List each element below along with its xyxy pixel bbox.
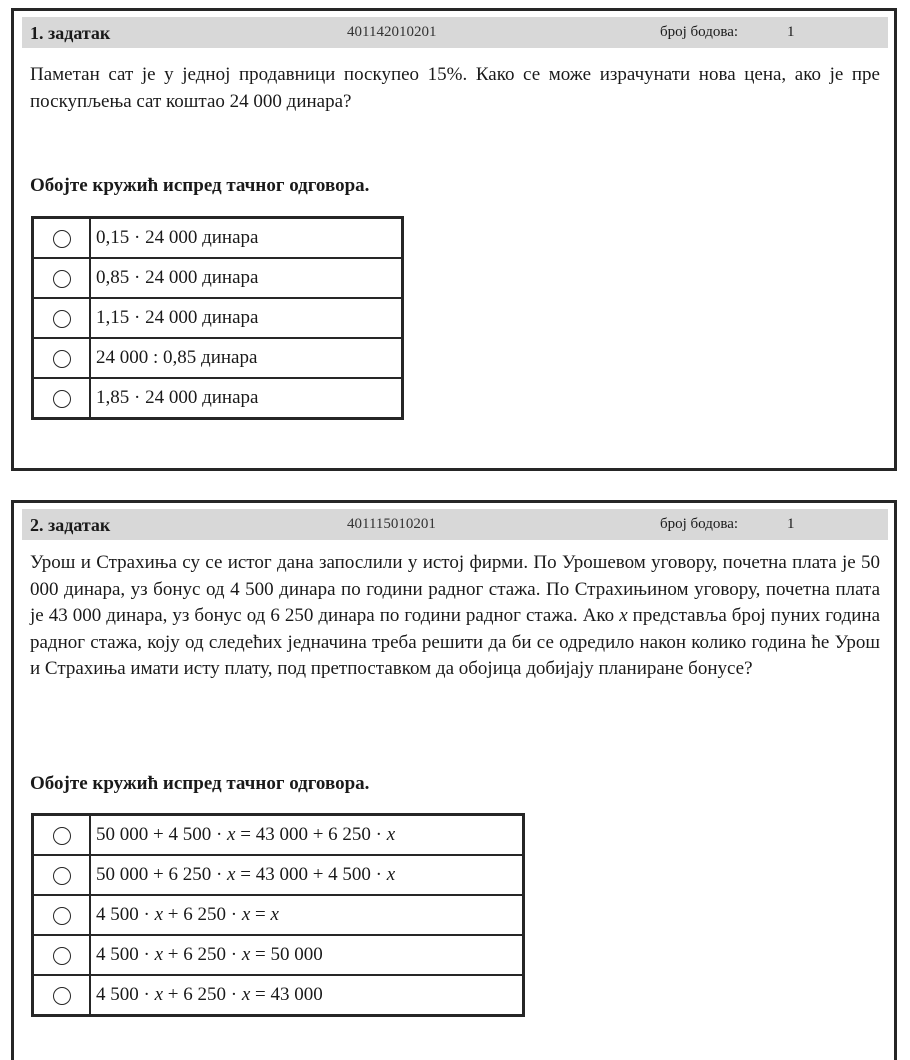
- task-code: 401142010201: [347, 24, 437, 40]
- radio-button[interactable]: [53, 987, 71, 1005]
- radio-button[interactable]: [53, 867, 71, 885]
- radio-button[interactable]: [53, 230, 71, 248]
- answer-option[interactable]: [33, 975, 524, 1016]
- task-code: 401115010201: [347, 516, 436, 532]
- answer-option[interactable]: [33, 258, 403, 298]
- points-value: 1: [787, 516, 795, 532]
- answer-options-table: [31, 813, 525, 1017]
- answer-option[interactable]: [33, 298, 403, 338]
- question-text: Урош и Страхиња су се истог дана запослили у истој фирми. По Урошевом уговору, почетна плата је 50 000 динара, уз бонус од 4 500 динара по години радног стажа. По Страхињином уговору, почетна плата је 43 000 динара, уз бонус од 6 250 динара по години радног стажа. Ако x представља број пуних година радног стажа, коју од следећих једначина треба решити да би се одредило након колико година ће Урош и Страхиња имати исту плату, под претпоставком да обојица добијају планиране бонусе?: [30, 552, 880, 679]
- answer-option[interactable]: [33, 218, 403, 259]
- option-label: 4 500 · x + 6 250 · x = x: [90, 895, 524, 935]
- task-header: [22, 17, 888, 48]
- task-number: 1. задатак: [30, 23, 111, 43]
- option-label: 1,85 · 24 000 динара: [90, 378, 403, 419]
- radio-button[interactable]: [53, 390, 71, 408]
- option-label: 50 000 + 4 500 · x = 43 000 + 6 250 · x: [90, 815, 524, 856]
- answer-option[interactable]: [33, 895, 524, 935]
- option-label: 0,85 · 24 000 динара: [90, 258, 403, 298]
- answer-option[interactable]: [33, 815, 524, 856]
- radio-button[interactable]: [53, 907, 71, 925]
- points-label: број бодова:: [660, 24, 739, 40]
- radio-button[interactable]: [53, 947, 71, 965]
- task-header: [22, 509, 888, 540]
- points-label: број бодова:: [660, 516, 739, 532]
- radio-button[interactable]: [53, 270, 71, 288]
- task-2-card: [11, 500, 897, 1060]
- instruction-text: Обојте кружић испред тачног одговора.: [30, 175, 370, 196]
- option-label: 0,15 · 24 000 динара: [90, 218, 403, 259]
- answer-option[interactable]: [33, 378, 403, 419]
- answer-option[interactable]: [33, 855, 524, 895]
- points-value: 1: [787, 24, 795, 40]
- answer-option[interactable]: [33, 338, 403, 378]
- radio-button[interactable]: [53, 310, 71, 328]
- answer-option[interactable]: [33, 935, 524, 975]
- option-label: 4 500 · x + 6 250 · x = 50 000: [90, 935, 524, 975]
- task-number: 2. задатак: [30, 515, 111, 535]
- radio-button[interactable]: [53, 827, 71, 845]
- radio-button[interactable]: [53, 350, 71, 368]
- instruction-text: Обојте кружић испред тачног одговора.: [30, 773, 370, 794]
- option-label: 4 500 · x + 6 250 · x = 43 000: [90, 975, 524, 1016]
- question-text: Паметан сат је у једној продавници поскупео 15%. Како се може израчунати нова цена, ако је пре поскупљења сат коштао 24 000 динара?: [30, 64, 880, 112]
- option-label: 1,15 · 24 000 динара: [90, 298, 403, 338]
- task-1-card: [11, 8, 897, 471]
- option-label: 24 000 : 0,85 динара: [90, 338, 403, 378]
- option-label: 50 000 + 6 250 · x = 43 000 + 4 500 · x: [90, 855, 524, 895]
- answer-options-table: [31, 216, 404, 420]
